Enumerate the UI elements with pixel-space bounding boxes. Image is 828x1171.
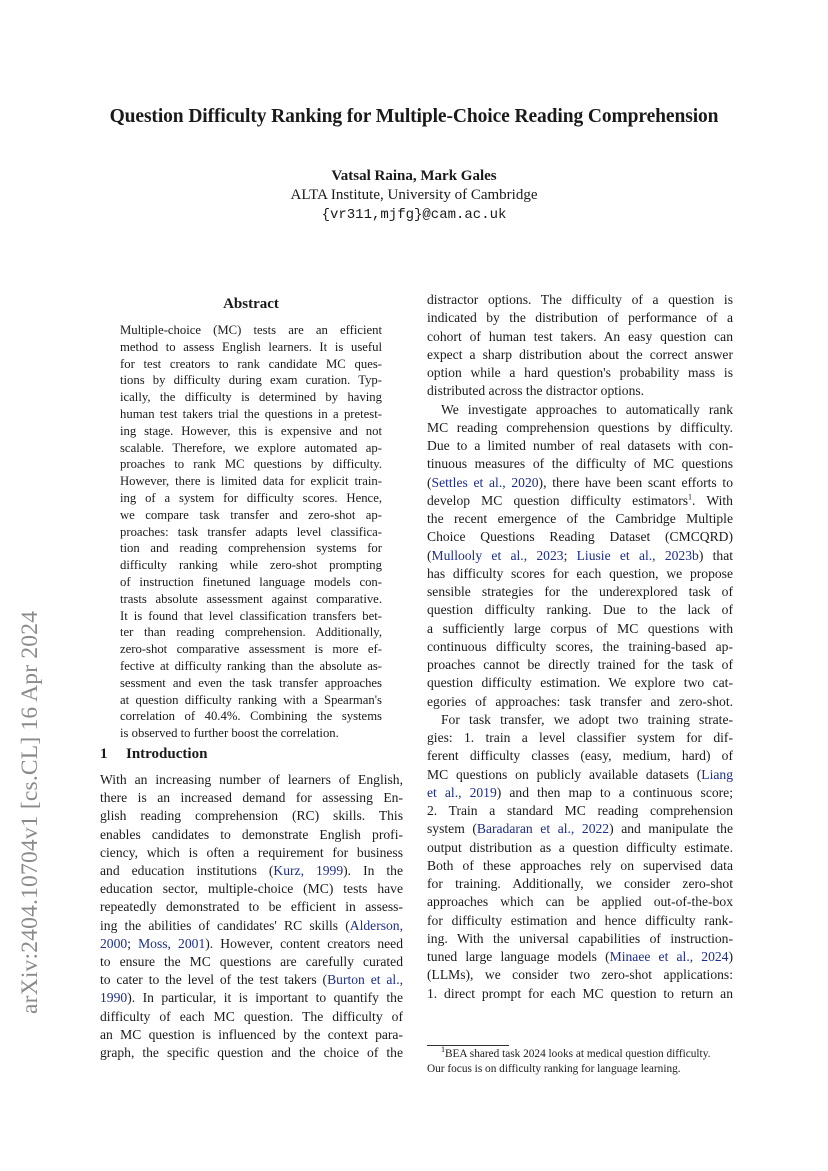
text-segment: cohort of human test takers. An easy question can bbox=[427, 328, 733, 344]
section-heading-introduction bbox=[100, 746, 207, 763]
citation-link[interactable]: Alderson, bbox=[349, 917, 403, 933]
text-segment: 1. direct prompt for each MC question to return an bbox=[427, 985, 733, 1001]
author-email: {vr311,mjfg}@cam.ac.uk bbox=[321, 207, 507, 223]
abstract-line: at question difficulty ranking with a Spearman's bbox=[120, 692, 382, 707]
text-segment: For task transfer, we adopt two training strate- bbox=[441, 711, 733, 727]
citation-link[interactable]: et al., 2019 bbox=[427, 784, 497, 800]
paper-authors: Vatsal Raina, Mark Gales bbox=[331, 168, 497, 184]
abstract-line: we compare task transfer and zero-shot ap- bbox=[120, 507, 382, 522]
text-segment: for difficulty estimation and hence difficulty rank- bbox=[427, 912, 733, 928]
body-text-line bbox=[100, 954, 403, 970]
body-text-line bbox=[427, 347, 733, 363]
body-text-line bbox=[100, 790, 403, 806]
paper-title: Question Difficulty Ranking for Multiple-Choice Reading Comprehension bbox=[109, 106, 719, 127]
text-segment: distributed across the distractor options. bbox=[427, 383, 645, 399]
text-segment: repeatedly demonstrated to be efficient in assess- bbox=[100, 899, 403, 915]
text-segment: ) bbox=[728, 949, 734, 964]
text-segment: system ( bbox=[427, 821, 477, 837]
body-text-line bbox=[427, 694, 733, 710]
text-segment: ). In the bbox=[343, 863, 403, 878]
abstract-line: for test creators to rank candidate MC ques- bbox=[120, 356, 382, 371]
body-text-line bbox=[427, 913, 733, 929]
abstract-line: Multiple-choice (MC) tests are an efficient bbox=[120, 323, 382, 337]
text-segment: graph, the specific question and the choice of the bbox=[100, 1045, 403, 1060]
text-segment: education sector, multiple-choice (MC) tests have bbox=[100, 881, 403, 897]
text-segment: ) that bbox=[698, 547, 734, 563]
text-segment: Both of these approaches rely on supervised data bbox=[427, 857, 733, 873]
body-text-line bbox=[100, 863, 403, 879]
body-text-line bbox=[427, 584, 733, 600]
text-segment: approaches which can be applied out-of-the-box bbox=[427, 894, 733, 910]
body-text-line bbox=[427, 475, 733, 491]
citation-link[interactable]: 2000 bbox=[100, 935, 128, 951]
body-text-line bbox=[100, 990, 403, 1006]
section-number: 1 bbox=[100, 746, 108, 762]
text-segment: expect a sharp distribution about the correct answer bbox=[427, 346, 733, 362]
body-text-line bbox=[427, 767, 733, 783]
citation-link[interactable]: Settles et al., 2020 bbox=[431, 474, 539, 490]
text-segment: indicated by the distribution of performance of a bbox=[427, 310, 733, 326]
text-segment: to cater to the level of the test takers ( bbox=[100, 972, 328, 988]
author-affiliation: ALTA Institute, University of Cambridge bbox=[290, 187, 538, 203]
text-segment: ( bbox=[427, 547, 432, 563]
abstract-line: ter than reading comprehension. Additionally, bbox=[120, 625, 382, 640]
citation-link[interactable]: Mullooly et al., 2023 bbox=[431, 547, 564, 563]
text-segment: glish reading comprehension (RC) skills. This bbox=[100, 808, 403, 824]
body-text-line bbox=[427, 329, 733, 345]
text-segment: tuned large language models ( bbox=[427, 949, 610, 964]
footnote-mark: 1 bbox=[441, 1045, 445, 1055]
body-text-line bbox=[427, 310, 733, 326]
footnote-rule bbox=[427, 1045, 509, 1046]
text-segment: distractor options. The difficulty of a question is bbox=[427, 292, 733, 307]
body-text-line bbox=[427, 876, 733, 892]
body-text-line bbox=[427, 493, 733, 509]
body-text-line bbox=[100, 1027, 403, 1043]
text-segment: ; bbox=[563, 547, 577, 563]
body-text-line bbox=[100, 899, 403, 915]
body-text-line bbox=[100, 827, 403, 843]
text-segment: egories of approaches: task transfer and zero-shot. bbox=[427, 693, 733, 709]
text-segment: the recent emergence of the Cambridge Multiple bbox=[427, 511, 733, 526]
abstract-heading: Abstract bbox=[223, 296, 279, 312]
text-segment: ciency, which is often a requirement for business bbox=[100, 844, 403, 860]
body-text-line bbox=[427, 383, 733, 399]
text-segment: ; bbox=[127, 935, 139, 951]
text-segment: MC questions on publicly available datasets ( bbox=[427, 766, 702, 782]
text-segment: sensible strategies for the underexplored task of bbox=[427, 584, 733, 599]
abstract-line: It is found that level classification transfers bet- bbox=[120, 608, 382, 623]
citation-link[interactable]: Kurz, 1999 bbox=[273, 863, 344, 878]
body-text-line bbox=[427, 566, 733, 582]
text-segment: ( bbox=[427, 474, 432, 490]
citation-link[interactable]: Minaee et al., 2024 bbox=[609, 949, 729, 964]
abstract-line: proaches to rank MC questions by difficulty. bbox=[120, 457, 382, 472]
text-segment: ). However, content creators need bbox=[205, 935, 403, 951]
body-text-line bbox=[427, 967, 733, 983]
text-segment: gies: 1. train a level classifier system for dif- bbox=[427, 730, 733, 745]
text-segment: and education institutions ( bbox=[100, 863, 274, 878]
abstract-line: trasts absolute assessment against comparative. bbox=[120, 591, 382, 606]
body-text-line bbox=[427, 420, 733, 436]
body-text-line bbox=[100, 972, 403, 988]
text-segment: there is an increased demand for assessing En- bbox=[100, 790, 403, 806]
abstract-line: scalable. Therefore, we explore automated ap- bbox=[120, 440, 382, 455]
text-segment: option while a hard question's probability mass is bbox=[427, 365, 733, 380]
body-text-line bbox=[427, 858, 733, 874]
text-segment: for training. Additionally, we consider zero-shot bbox=[427, 876, 733, 891]
text-segment: to ensure the MC questions are carefully curated bbox=[100, 954, 403, 969]
citation-link[interactable]: 1990 bbox=[100, 990, 128, 1006]
body-text-line bbox=[427, 657, 733, 673]
body-text-line bbox=[427, 712, 733, 728]
body-text-line bbox=[427, 675, 733, 691]
abstract-line: ing stage. However, this is expensive and not bbox=[120, 423, 382, 438]
text-segment: question difficulty estimation. We explore two cat- bbox=[427, 675, 733, 691]
body-text-line bbox=[427, 365, 733, 381]
abstract-line: fective at difficulty ranking than the absolute as- bbox=[120, 659, 382, 673]
body-text-line bbox=[100, 1045, 403, 1061]
body-text-line bbox=[100, 772, 403, 788]
text-segment: ), there have been scant efforts to bbox=[538, 474, 733, 490]
body-text-line bbox=[427, 511, 733, 527]
abstract-line: human test takers trial the questions in a pretest- bbox=[120, 407, 382, 421]
text-segment: an MC question is influenced by the context para- bbox=[100, 1026, 403, 1042]
citation-link[interactable]: Moss, 2001 bbox=[138, 935, 206, 951]
text-segment: ). In particular, it is important to quantify the bbox=[127, 990, 403, 1006]
body-text-line bbox=[100, 936, 403, 952]
body-text-line bbox=[427, 456, 733, 472]
text-segment: has difficulty scores for each question, we propose bbox=[427, 565, 733, 581]
abstract-line: of instruction finetuned language models con- bbox=[120, 575, 382, 589]
text-segment: difficulty of each MC question. The difficulty of bbox=[100, 1008, 403, 1024]
text-segment: ) and then map to a continuous score; bbox=[496, 784, 733, 800]
text-segment: . With bbox=[692, 492, 733, 508]
body-text-line bbox=[100, 808, 403, 824]
body-text-line bbox=[427, 785, 733, 801]
citation-link[interactable]: Burton et al., bbox=[327, 972, 403, 988]
text-segment: enables candidates to demonstrate English profi- bbox=[100, 826, 403, 842]
body-text-line bbox=[100, 845, 403, 861]
text-segment: a sufficiently large corpus of MC questions with bbox=[427, 620, 733, 636]
citation-link[interactable]: Liusie et al., 2023b bbox=[576, 547, 699, 563]
abstract-line: proaches: task transfer adapts level classifica- bbox=[120, 524, 382, 539]
abstract-line: method to assess English learners. It is useful bbox=[120, 339, 382, 354]
footnote-line-2: Our focus is on difficulty ranking for language learning. bbox=[427, 1063, 681, 1075]
body-text-line bbox=[427, 931, 733, 947]
body-text-line bbox=[100, 918, 403, 934]
body-text-line bbox=[427, 840, 733, 856]
body-text-line bbox=[427, 529, 733, 545]
text-segment: Due to a limited number of real datasets with con- bbox=[427, 438, 733, 453]
text-segment: develop MC question difficulty estimators bbox=[427, 492, 689, 508]
text-segment: Choice Questions Reading Dataset (CMCQRD) bbox=[427, 529, 733, 545]
body-text-line bbox=[427, 621, 733, 637]
text-segment: ing the abilities of candidates' RC skills ( bbox=[100, 917, 350, 933]
text-segment: ing. With the universal capabilities of instruction- bbox=[427, 930, 733, 946]
body-text-line bbox=[100, 881, 403, 897]
citation-link[interactable]: Baradaran et al., 2022 bbox=[476, 821, 610, 837]
footnote-text-1: BEA shared task 2024 looks at medical question difficulty. bbox=[445, 1048, 711, 1060]
abstract-line: tion and reading comprehension systems for bbox=[120, 541, 382, 556]
body-text-line bbox=[100, 1009, 403, 1025]
body-text-line bbox=[427, 821, 733, 837]
text-segment: proaches cannot be directly trained for the task of bbox=[427, 657, 733, 672]
abstract-line: difficulty ranking while zero-shot prompting bbox=[120, 558, 382, 573]
abstract-line: sessment and even the task transfer approaches bbox=[120, 675, 382, 690]
text-segment: ) and manipulate the bbox=[609, 821, 734, 837]
body-text-line bbox=[427, 949, 733, 965]
body-text-line bbox=[427, 292, 733, 308]
body-text-line bbox=[427, 986, 733, 1002]
text-segment: tinuous measures of the difficulty of MC questions bbox=[427, 456, 733, 472]
body-text-line bbox=[427, 438, 733, 454]
text-segment: continuous difficulty scores, the training-based ap- bbox=[427, 638, 733, 654]
abstract-line: ing of a system for difficulty scores. Hence, bbox=[120, 491, 382, 505]
section-title: Introduction bbox=[126, 746, 208, 762]
abstract-line: correlation of 40.4%. Combining the systems bbox=[120, 709, 382, 724]
footnote-ref[interactable]: 1 bbox=[688, 492, 693, 502]
citation-link[interactable]: Liang bbox=[701, 766, 733, 782]
footnote-line-1 bbox=[427, 1045, 733, 1060]
body-text-line bbox=[427, 730, 733, 746]
text-segment: With an increasing number of learners of English, bbox=[100, 772, 403, 787]
text-segment: 2. Train a standard MC reading comprehension bbox=[427, 803, 733, 818]
text-segment: We investigate approaches to automatically rank bbox=[441, 401, 733, 417]
body-text-line bbox=[427, 803, 733, 819]
text-segment: MC reading comprehension questions by difficulty. bbox=[427, 419, 733, 435]
text-segment: ferent difficulty classes (easy, medium, hard) of bbox=[427, 748, 733, 764]
body-text-line bbox=[427, 602, 733, 618]
text-segment: output distribution as a question difficulty estimate. bbox=[427, 839, 733, 855]
body-text-line bbox=[427, 639, 733, 655]
abstract-line: ically, the difficulty is determined by having bbox=[120, 390, 382, 405]
abstract-line: tions by difficulty during exam curation. Typ- bbox=[120, 373, 382, 388]
abstract-line: is observed to further boost the correlation. bbox=[120, 726, 339, 741]
body-text-line bbox=[427, 402, 733, 418]
abstract-line: zero-shot comparative assessment is more ef- bbox=[120, 642, 382, 657]
abstract-line: However, there is limited data for explicit train- bbox=[120, 474, 382, 489]
body-text-line bbox=[427, 894, 733, 910]
arxiv-identifier-stamp: arXiv:2404.10704v1 [cs.CL] 16 Apr 2024 bbox=[17, 610, 43, 1014]
body-text-line bbox=[427, 548, 733, 564]
body-text-line bbox=[427, 748, 733, 764]
text-segment: (LLMs), we consider two zero-shot applications: bbox=[427, 967, 733, 983]
text-segment: question difficulty ranking. Due to the lack of bbox=[427, 602, 733, 618]
